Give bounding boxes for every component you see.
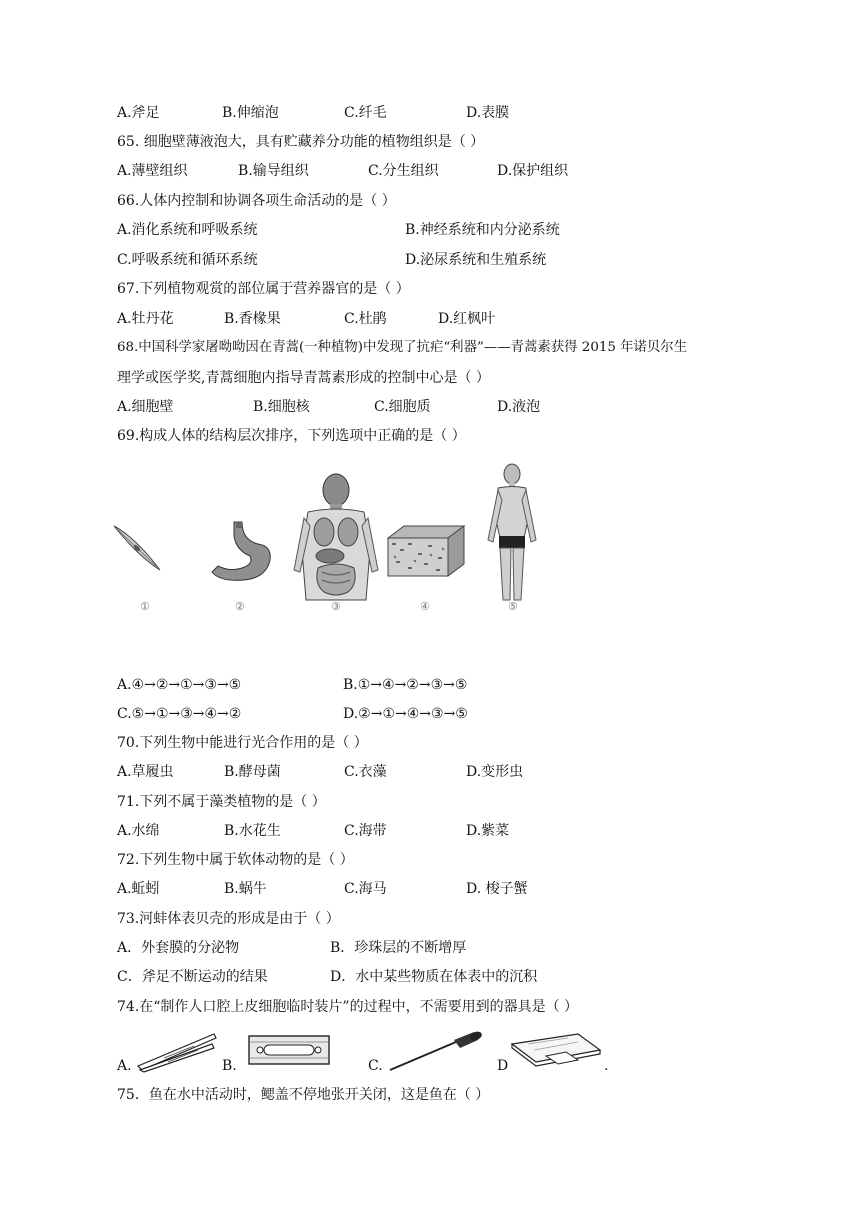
option-a: A．外套膜的分泌物 [117, 940, 240, 956]
tweezers-icon [134, 1030, 220, 1074]
option-a: A.水绵 [117, 823, 160, 839]
option-c: C.分生组织 [368, 163, 439, 179]
option-d: D．水中某些物质在体表中的沉积 [330, 969, 538, 985]
option-b: B. [222, 1058, 237, 1074]
option-b: B.香椽果 [224, 311, 281, 327]
option-b: B.神经系统和内分泌系统 [405, 222, 560, 238]
option-c: C.海马 [344, 881, 387, 897]
question-69-stem: 69.构成人体的结构层次排序，下列选项中正确的是（ ） [117, 428, 466, 444]
question-70-stem: 70.下列生物中能进行光合作用的是（ ） [117, 735, 368, 751]
muscle-cell-icon [114, 526, 160, 570]
figure-label-4: ④ [420, 600, 430, 613]
option-b: B.伸缩泡 [222, 105, 279, 121]
question-74-end-mark: . [604, 1058, 609, 1074]
option-b: B.酵母菌 [224, 764, 281, 780]
option-a: A.薄壁组织 [117, 163, 188, 179]
figure-label-2: ② [235, 600, 245, 613]
torso-organs-icon [294, 474, 378, 600]
human-body-icon [488, 464, 536, 600]
question-65-stem: 65. 细胞壁薄液泡大，具有贮藏养分功能的植物组织是（ ） [117, 134, 485, 150]
option-b: B.水花生 [224, 823, 281, 839]
option-c: C．斧足不断运动的结果 [117, 969, 268, 985]
option-d: D.紫菜 [466, 823, 510, 839]
option-d: D.液泡 [497, 399, 541, 415]
option-d: D.泌尿系统和生殖系统 [405, 252, 547, 268]
question-75-stem: 75．鱼在水中活动时，鳃盖不停地张开关闭，这是鱼在（ ） [117, 1087, 490, 1103]
body-structure-figure [108, 460, 568, 620]
question-68-stem-line2: 理学或医学奖,青蒿细胞内指导青蒿素形成的控制中心是（ ） [117, 370, 490, 386]
option-d: D.保护组织 [497, 163, 569, 179]
option-b: B.①→④→②→③→⑤ [343, 677, 468, 693]
tissue-block-icon [388, 526, 464, 576]
question-67-stem: 67.下列植物观赏的部位属于营养器官的是（ ） [117, 281, 410, 297]
option-a: A.斧足 [117, 105, 160, 121]
option-c: C.衣藻 [344, 764, 387, 780]
option-c: C.⑤→①→③→④→② [117, 706, 242, 722]
option-a: A. [117, 1058, 132, 1074]
option-c: C.杜鹃 [344, 311, 387, 327]
option-d: D. 梭子蟹 [466, 881, 528, 897]
option-a: A.草履虫 [117, 764, 174, 780]
dropper-icon [386, 1030, 486, 1074]
figure-label-1: ① [140, 600, 150, 613]
option-a: A.牡丹花 [117, 311, 174, 327]
option-b: B.输导组织 [238, 163, 309, 179]
question-74-stem: 74.在“制作人口腔上皮细胞临时装片”的过程中，不需要用到的器具是（ ） [117, 999, 579, 1015]
option-a: A.蚯蚓 [117, 881, 160, 897]
glass-slide-icon [508, 1030, 604, 1074]
question-71-stem: 71.下列不属于藻类植物的是（ ） [117, 794, 326, 810]
option-c: C.海带 [344, 823, 387, 839]
option-d: D [497, 1058, 509, 1074]
question-73-stem: 73.河蚌体表贝壳的形成是由于（ ） [117, 911, 340, 927]
option-b: B.蜗牛 [224, 881, 267, 897]
stomach-icon [212, 522, 270, 580]
figure-label-5: ⑤ [508, 600, 518, 613]
figure-label-3: ③ [331, 600, 341, 613]
razor-blade-icon [246, 1030, 332, 1070]
option-b: B．珍珠层的不断增厚 [330, 940, 467, 956]
option-a: A.④→②→①→③→⑤ [117, 677, 242, 693]
question-66-stem: 66.人体内控制和协调各项生命活动的是（ ） [117, 193, 396, 209]
question-68-stem-line1: 68.中国科学家屠呦呦因在青蒿(一种植物)中发现了抗疟“利器”——青蒿素获得 2015 年诺贝尔生 [117, 340, 688, 355]
option-d: D.②→①→④→③→⑤ [343, 706, 468, 722]
question-72-stem: 72.下列生物中属于软体动物的是（ ） [117, 852, 354, 868]
option-c: C.呼吸系统和循环系统 [117, 252, 258, 268]
option-b: B.细胞核 [253, 399, 310, 415]
option-c: C.细胞质 [374, 399, 431, 415]
option-d: D.表膜 [466, 105, 510, 121]
option-c: C.纤毛 [344, 105, 387, 121]
option-c: C. [368, 1058, 383, 1074]
option-d: D.变形虫 [466, 764, 524, 780]
option-d: D.红枫叶 [438, 311, 496, 327]
option-a: A.细胞壁 [117, 399, 174, 415]
option-a: A.消化系统和呼吸系统 [117, 222, 258, 238]
